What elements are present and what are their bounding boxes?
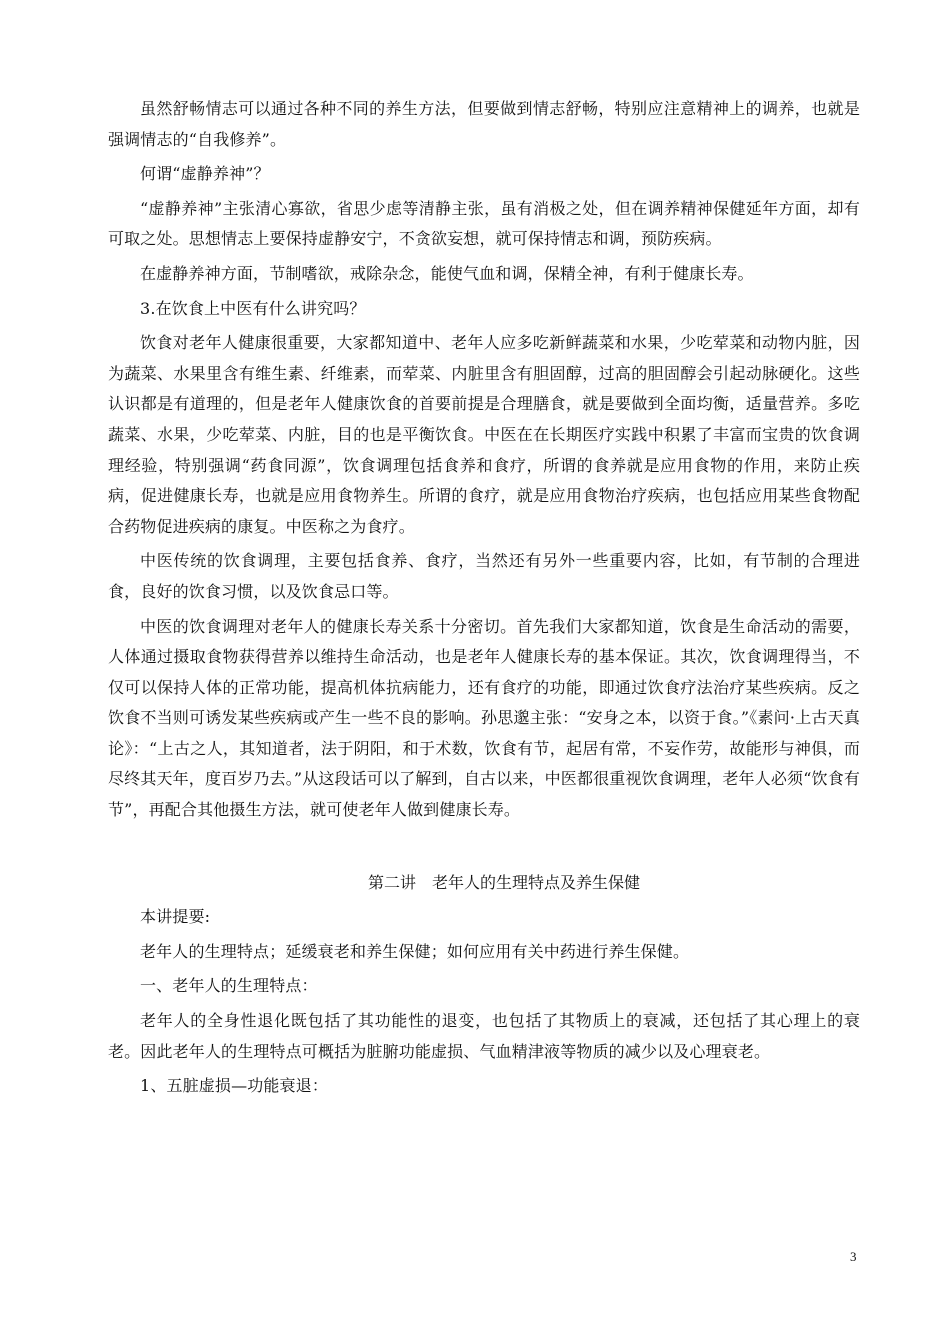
summary-text: 老年人的生理特点；延缓衰老和养生保健；如何应用有关中药进行养生保健。 [140,941,690,961]
summary-label: 本讲提要: [140,907,211,927]
paragraph: 虽然舒畅情志可以通过各种不同的养生方法，但要做到情志舒畅，特别应注意精神上的调养，也就是强调情志的“自我修养”。 [108,99,860,149]
paragraph-question: 何谓“虚静养神”？ [140,164,270,184]
paragraph: 在虚静养神方面，节制嗜欲，戒除杂念，能使气血和调，保精全神，有利于健康长寿。 [140,263,754,283]
paragraph: 饮食对老年人健康很重要，大家都知道中、老年人应多吃新鲜蔬菜和水果，少吃荤菜和动物内脏，因为蔬菜、水果里含有维生素、纤维素，而荤菜、内脏里含有胆固醇，过高的胆固醇会引起动脉硬化。这些认识都是有道理的，但是老年人健康饮食的首要前提是合理膳食，就是要做到全面均衡，适量营养。多吃蔬菜、水果，少吃荤菜、内脏，目的也是平衡饮食。中医在在长期医疗实践中积累了丰富而宝贵的饮食调理经验，特别强调“药食同源”，饮食调理包括食养和食疗，所谓的食养就是应用食物的作用，来防止疾病，促进健康长寿，也就是应用食物养生。所谓的食疗，就是应用食物治疗疾病，也包括应用某些食物配合药物促进疾病的康复。中医称之为食疗。 [108,333,860,536]
paragraph: “虚静养神”主张清心寡欲，省思少虑等清静主张，虽有消极之处，但在调养精神保健延年方面，却有可取之处。思想情志上要保持虚静安宁，不贪欲妄想，就可保持情志和调，预防疾病。 [108,198,860,249]
paragraph-question: 3.在饮食上中医有什么讲究吗？ [140,298,366,318]
document-body [108,94,860,1102]
page-number: 3 [850,1249,857,1264]
paragraph: 老年人的全身性退化既包括了其功能性的退变，也包括了其物质上的衰减，还包括了其心理上的衰老。因此老年人的生理特点可概括为脏腑功能虚损、气血精津液等物质的减少以及心理衰老。 [108,1011,860,1061]
section-heading: 一、老年人的生理特点： [140,976,318,996]
lecture-title: 第二讲 老年人的生理特点及养生保健 [367,872,640,892]
subsection-heading: 1、五脏虚损—功能衰退： [140,1076,328,1096]
paragraph: 中医的饮食调理对老年人的健康长寿关系十分密切。首先我们大家都知道，饮食是生命活动的需要，人体通过摄取食物获得营养以维持生命活动，也是老年人健康长寿的基本保证。其次，饮食调理得当，不仅可以保持人体的正常功能，提高机体抗病能力，还有食疗的功能，即通过饮食疗法治疗某些疾病。反之饮食不当则可诱发某些疾病或产生一些不良的影响。孙思邈主张：“安身之本，以资于食。”《素问·上古天真论》：“上古之人，其知道者，法于阴阳，和于术数，饮食有节，起居有常，不妄作劳，故能形与神俱，而尽终其天年，度百岁乃去。”从这段话可以了解到，自古以来，中医都很重视饮食调理，老年人必须“饮食有节”，再配合其他摄生方法，就可使老年人做到健康长寿。 [108,616,860,820]
paragraph: 中医传统的饮食调理，主要包括食养、食疗，当然还有另外一些重要内容，比如，有节制的合理进食，良好的饮食习惯，以及饮食忌口等。 [108,551,860,601]
